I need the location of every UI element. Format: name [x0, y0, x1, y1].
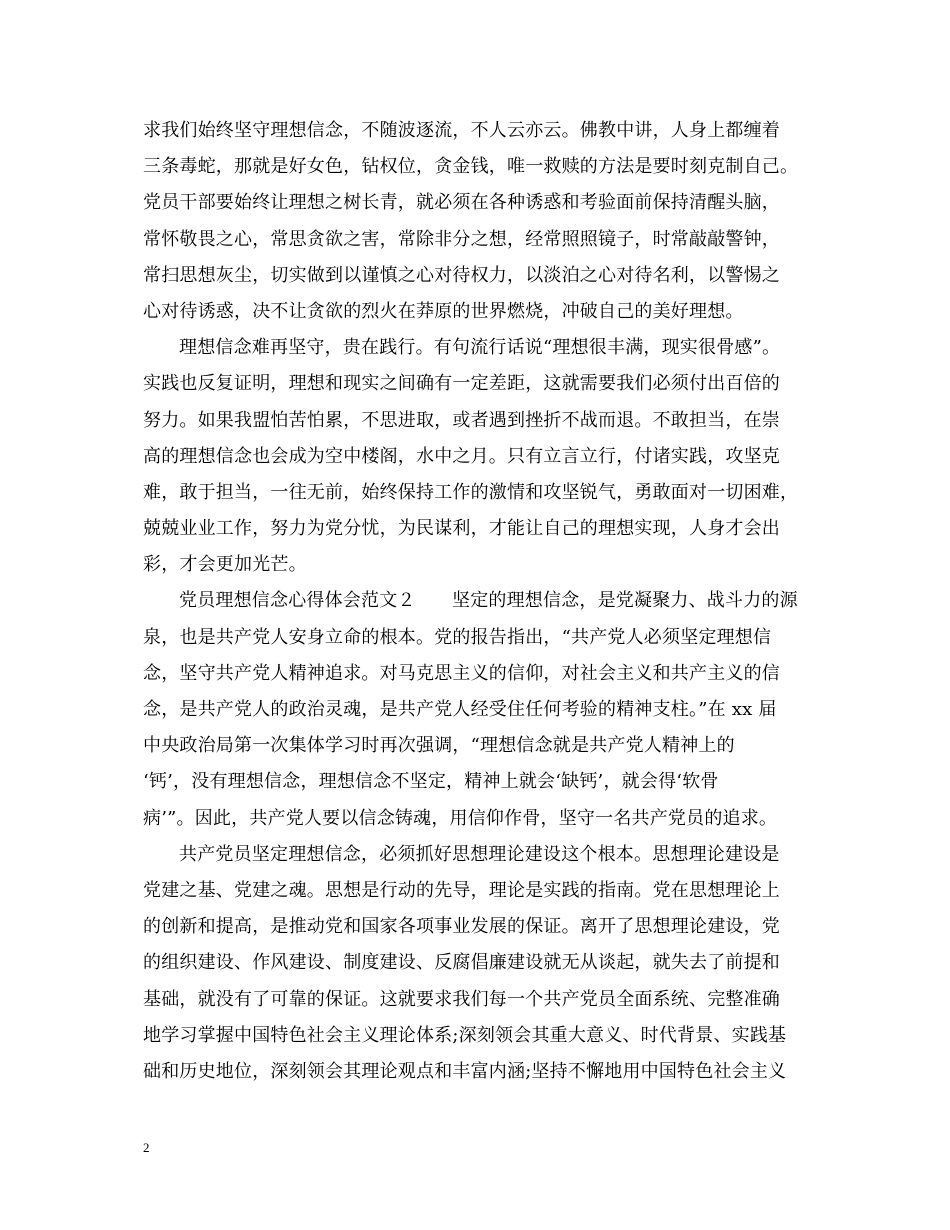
text-line: 党员理想信念心得体会范文２ 坚定的理想信念，是党凝聚力、战斗力的源 [179, 590, 798, 612]
body-text [143, 113, 813, 1090]
text-line: 病’”。因此，共产党人要以信念铸魂，用信仰作骨，坚守一名共产党员的追求。 [143, 807, 778, 829]
text-line: 共产党员坚定理想信念，必须抓好思想理论建设这个根本。思想理论建设是 [179, 843, 780, 865]
text-line: 兢兢业业工作，努力为党分忧，为民谋利，才能让自己的理想实现，人身才会出 [143, 518, 780, 540]
text-line: 党员干部要始终让理想之树长青，就必须在各种诱惑和考验面前保持清醒头脑， [143, 192, 780, 214]
text-line: 础和历史地位，深刻领会其理论观点和丰富内涵;坚持不懈地用中国特色社会主义 [143, 1060, 787, 1082]
text-line: 彩，才会更加光芒。 [143, 554, 307, 576]
text-line: 高的理想信念也会成为空中楼阁，水中之月。只有立言立行，付诸实践，攻坚克 [143, 445, 780, 467]
text-line: 中央政治局第一次集体学习时再次强调，“理想信念就是共产党人精神上的 [143, 735, 735, 757]
text-line: 三条毒蛇，那就是好女色，钻权位，贪金钱，唯一救赎的方法是要时刻克制自己。 [143, 156, 799, 178]
text-line: 心对待诱惑，决不让贪欲的烈火在莽原的世界燃烧，冲破自己的美好理想。 [143, 300, 744, 322]
text-line: 的创新和提高，是推动党和国家各项事业发展的保证。离开了思想理论建设，党 [143, 916, 780, 938]
text-line: 常扫思想灰尘，切实做到以谨慎之心对待权力，以淡泊之心对待名利，以警惕之 [143, 264, 780, 286]
text-line: 党建之基、党建之魂。思想是行动的先导，理论是实践的指南。党在思想理论上 [143, 879, 780, 901]
text-line: 念，是共产党人的政治灵魂，是共产党人经受住任何考验的精神支柱。”在 xx 届 [143, 699, 777, 720]
text-line: ‘钙’，没有理想信念，理想信念不坚定，精神上就会‘缺钙’，就会得‘软骨 [143, 771, 719, 793]
page-number: 2 [143, 1140, 150, 1155]
text-line: 求我们始终坚守理想信念，不随波逐流，不人云亦云。佛教中讲，人身上都缠着 [143, 120, 780, 141]
text-line: 地学习掌握中国特色社会主义理论体系;深刻领会其重大意义、时代背景、实践基 [143, 1024, 787, 1046]
text-line: 泉，也是共产党人安身立命的根本。党的报告指出，“共产党人必须坚定理想信 [143, 626, 772, 648]
text-line: 实践也反复证明，理想和现实之间确有一定差距，这就需要我们必须付出百倍的 [143, 373, 780, 395]
text-line: 念，坚守共产党人精神追求。对马克思主义的信仰，对社会主义和共产主义的信 [143, 662, 780, 684]
text-line: 常怀敬畏之心，常思贪欲之害，常除非分之想，经常照照镜子，时常敲敲警钟， [143, 228, 780, 250]
text-line: 基础，就没有了可靠的保证。这就要求我们每一个共产党员全面系统、完整准确 [143, 988, 780, 1010]
text-line: 努力。如果我盟怕苦怕累，不思进取，或者遇到挫折不战而退。不敢担当，在崇 [143, 409, 780, 431]
text-line: 理想信念难再坚守，贵在践行。有句流行话说“理想很丰满，现实很骨感”。 [179, 337, 781, 359]
text-line: 难，敢于担当，一往无前，始终保持工作的激情和攻坚锐气，勇敢面对一切困难， [143, 481, 799, 503]
text-line: 的组织建设、作风建设、制度建设、反腐倡廉建设就无从谈起，就失去了前提和 [143, 952, 780, 974]
